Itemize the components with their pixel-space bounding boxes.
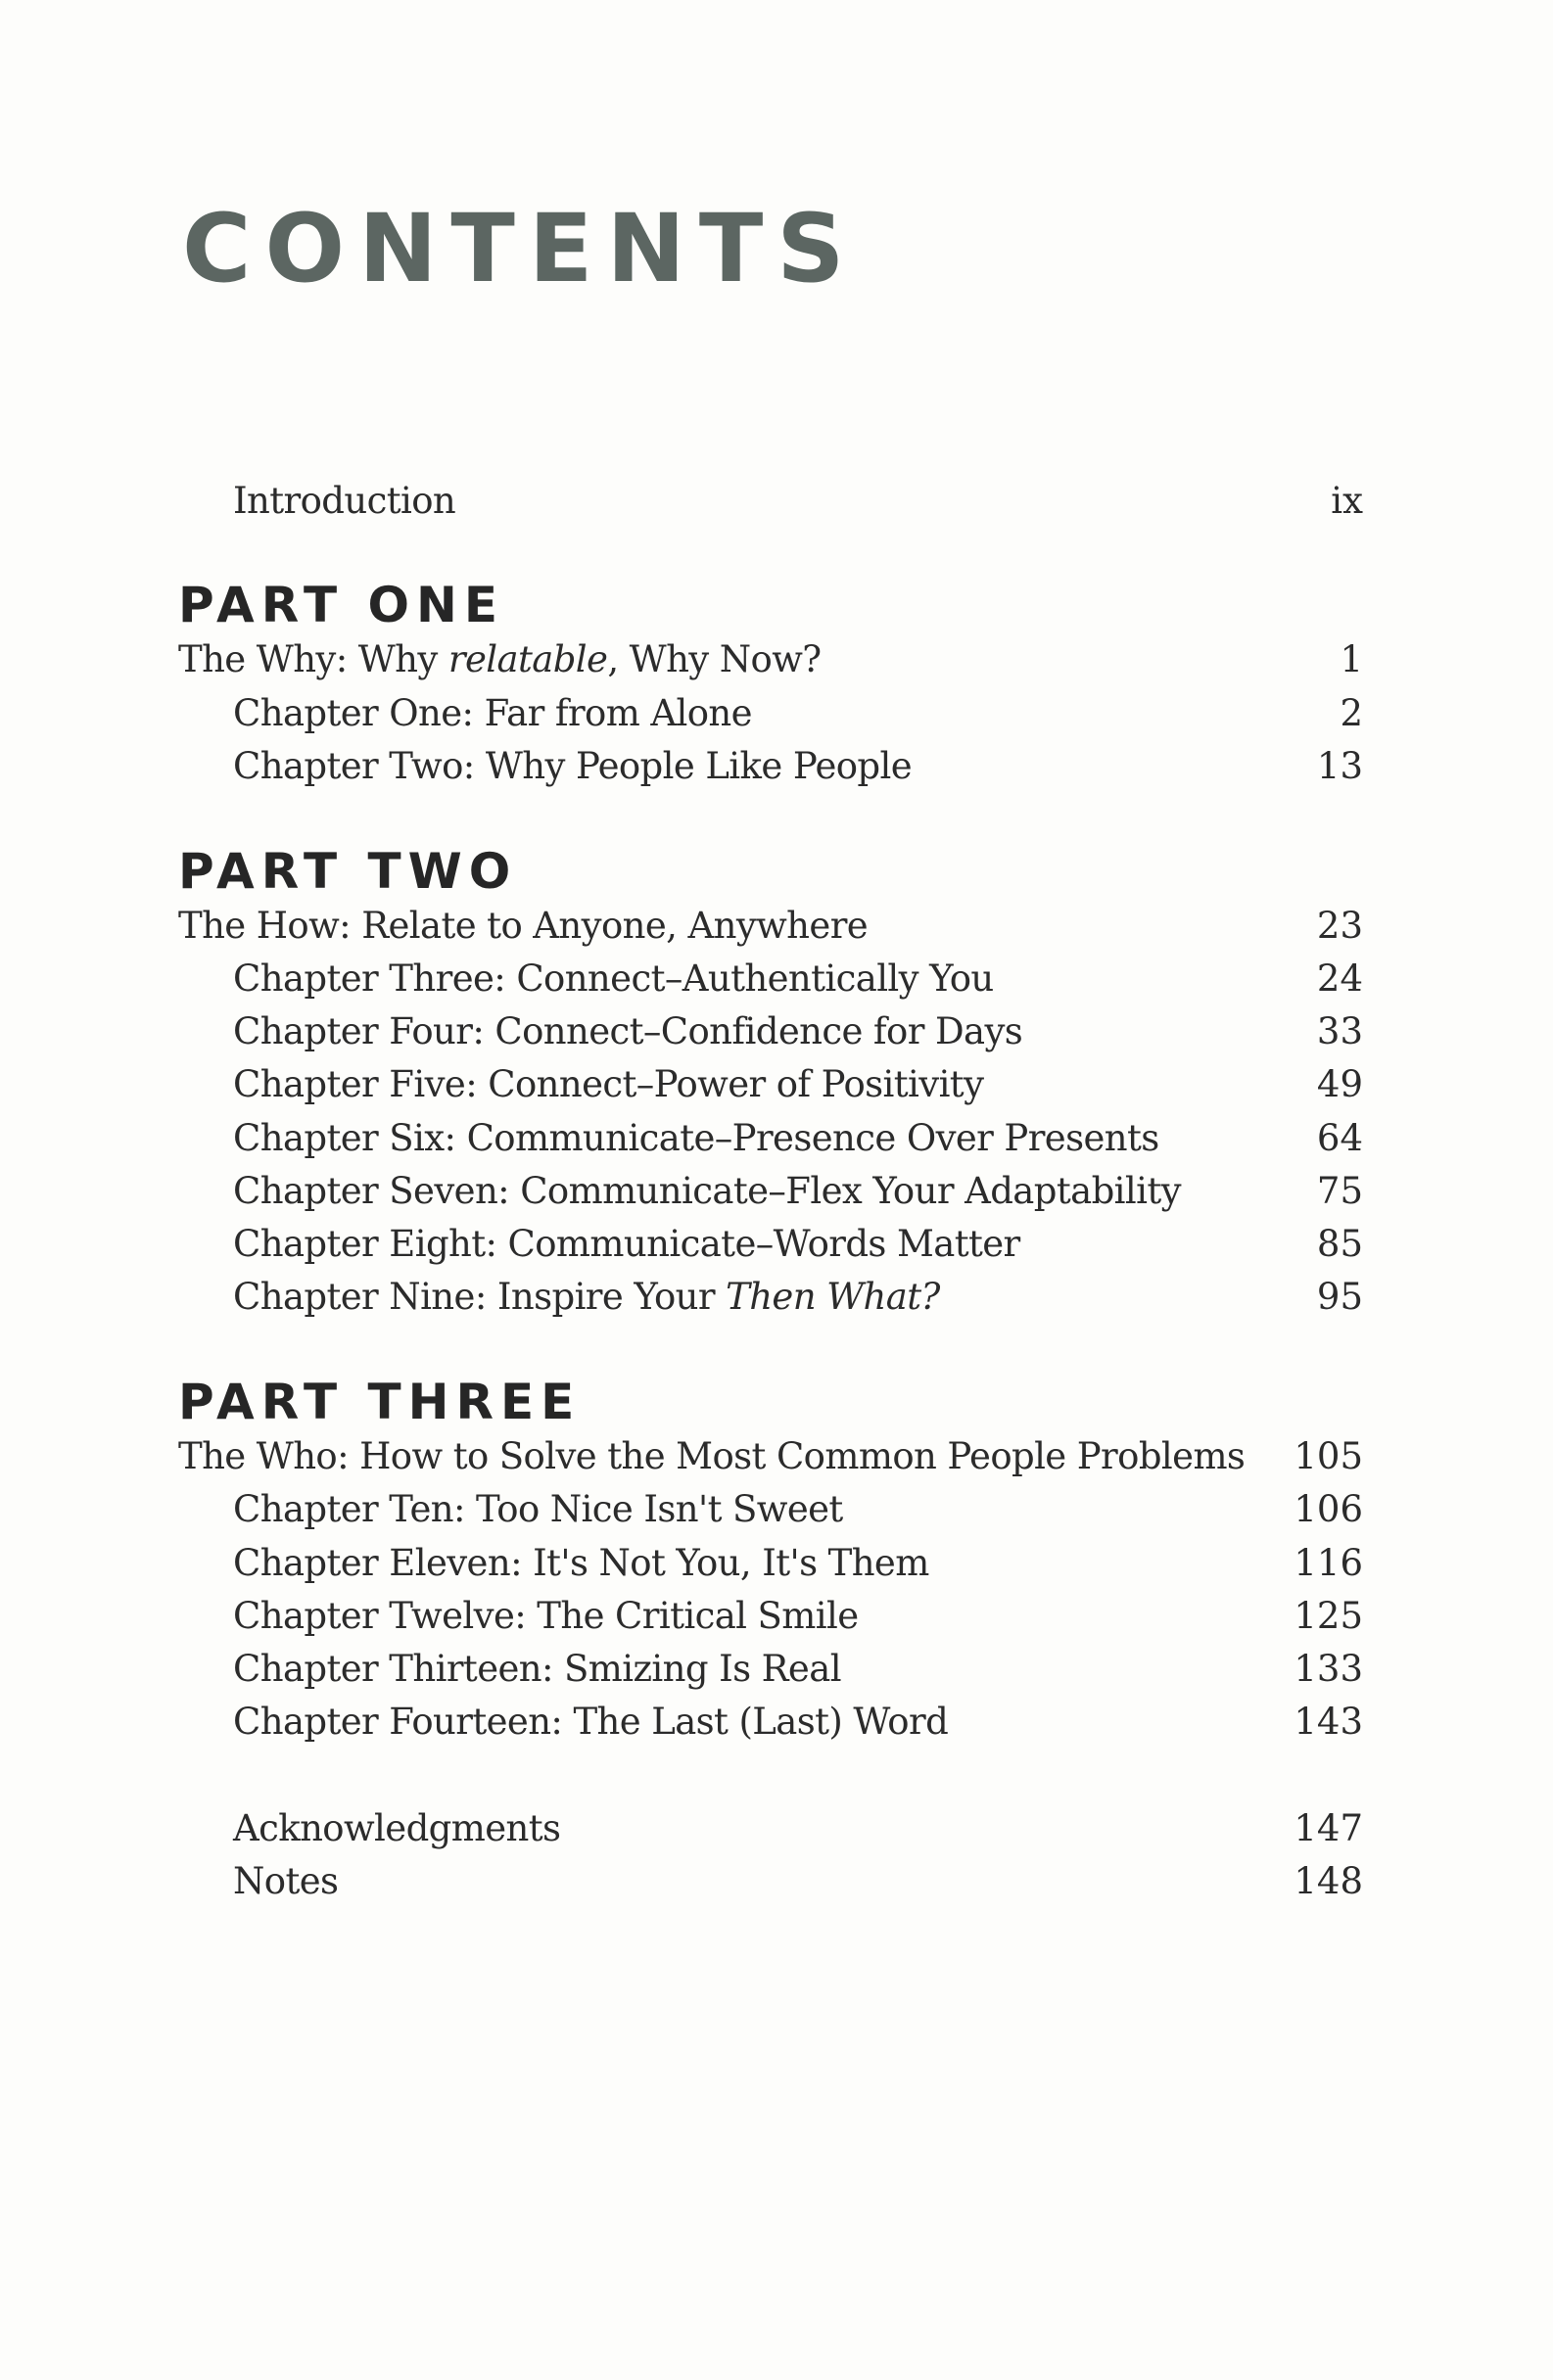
- part-heading-three: PART THREE: [178, 1374, 582, 1430]
- page-title: CONTENTS: [182, 194, 859, 303]
- toc-entry-chapter-nine[interactable]: [0, 1271, 1553, 1324]
- toc-entry-page: 148: [1294, 1860, 1363, 1902]
- toc-entry-label: The Why: Why relatable, Why Now?: [178, 638, 822, 680]
- toc-entry-label: Chapter Three: Connect–Authentically You: [233, 957, 994, 1000]
- toc-entry-chapter-ten[interactable]: [0, 1483, 1553, 1536]
- toc-entry-page: 116: [1294, 1542, 1363, 1584]
- toc-entry-page: 85: [1316, 1223, 1363, 1265]
- toc-entry-chapter-two[interactable]: [0, 740, 1553, 793]
- toc-entry-label: Chapter Five: Connect–Power of Positivity: [233, 1063, 984, 1105]
- toc-entry-label: Chapter Ten: Too Nice Isn't Sweet: [233, 1488, 843, 1530]
- toc-entry-page: 33: [1316, 1010, 1363, 1052]
- toc-entry-page: 23: [1316, 905, 1363, 947]
- toc-entry-chapter-four[interactable]: [0, 1005, 1553, 1058]
- toc-entry-chapter-three[interactable]: [0, 953, 1553, 1005]
- toc-entry-label: Chapter Twelve: The Critical Smile: [233, 1595, 859, 1637]
- toc-entry-label: Chapter Two: Why People Like People: [233, 745, 913, 787]
- toc-section-who[interactable]: [0, 1430, 1553, 1483]
- toc-entry-label: Chapter Nine: Inspire Your Then What?: [233, 1276, 940, 1318]
- toc-entry-label: Notes: [233, 1860, 339, 1902]
- toc-entry-page: 133: [1294, 1648, 1363, 1690]
- toc-entry-chapter-one[interactable]: [0, 687, 1553, 740]
- toc-entry-introduction[interactable]: [0, 475, 1553, 528]
- toc-entry-notes[interactable]: [0, 1855, 1553, 1908]
- toc-entry-page: 125: [1294, 1595, 1363, 1637]
- toc-entry-page: 106: [1294, 1488, 1363, 1530]
- toc-entry-label: Chapter Fourteen: The Last (Last) Word: [233, 1701, 949, 1743]
- toc-entry-label: The Who: How to Solve the Most Common People Problems: [178, 1435, 1246, 1477]
- toc-entry-chapter-seven[interactable]: [0, 1165, 1553, 1218]
- toc-entry-page: 95: [1316, 1276, 1363, 1318]
- toc-entry-page: ix: [1331, 480, 1363, 522]
- toc-entry-chapter-six[interactable]: [0, 1112, 1553, 1165]
- toc-entry-page: 2: [1340, 692, 1363, 734]
- part-heading-two: PART TWO: [178, 843, 518, 900]
- toc-entry-chapter-fourteen[interactable]: [0, 1696, 1553, 1749]
- toc-entry-label: Chapter One: Far from Alone: [233, 692, 752, 734]
- toc-entry-label: Chapter Eleven: It's Not You, It's Them: [233, 1542, 929, 1584]
- toc-entry-page: 1: [1340, 638, 1363, 680]
- toc-section-why[interactable]: [0, 633, 1553, 686]
- toc-entry-page: 13: [1316, 745, 1363, 787]
- toc-entry-chapter-twelve[interactable]: [0, 1590, 1553, 1643]
- toc-entry-page: 24: [1316, 957, 1363, 1000]
- toc-entry-page: 105: [1294, 1435, 1363, 1477]
- toc-section-how[interactable]: [0, 900, 1553, 953]
- toc-entry-label: The How: Relate to Anyone, Anywhere: [178, 905, 869, 947]
- toc-entry-page: 143: [1294, 1701, 1363, 1743]
- toc-entry-label: Chapter Four: Connect–Confidence for Days: [233, 1010, 1023, 1052]
- toc-entry-chapter-thirteen[interactable]: [0, 1643, 1553, 1696]
- toc-entry-chapter-eight[interactable]: [0, 1218, 1553, 1271]
- toc-entry-page: 75: [1316, 1170, 1363, 1212]
- toc-entry-chapter-five[interactable]: [0, 1058, 1553, 1111]
- toc-entry-page: 64: [1316, 1117, 1363, 1159]
- toc-entry-label: Chapter Thirteen: Smizing Is Real: [233, 1648, 841, 1690]
- toc-entry-page: 147: [1294, 1807, 1363, 1849]
- toc-entry-page: 49: [1316, 1063, 1363, 1105]
- toc-entry-chapter-eleven[interactable]: [0, 1537, 1553, 1590]
- toc-entry-label: Chapter Seven: Communicate–Flex Your Adaptability: [233, 1170, 1181, 1212]
- toc-entry-label: Acknowledgments: [233, 1807, 561, 1849]
- toc-entry-acknowledgments[interactable]: [0, 1802, 1553, 1855]
- toc-entry-label: Chapter Eight: Communicate–Words Matter: [233, 1223, 1020, 1265]
- toc-entry-label: Introduction: [233, 480, 456, 522]
- part-heading-one: PART ONE: [178, 577, 505, 633]
- toc-entry-label: Chapter Six: Communicate–Presence Over Presents: [233, 1117, 1159, 1159]
